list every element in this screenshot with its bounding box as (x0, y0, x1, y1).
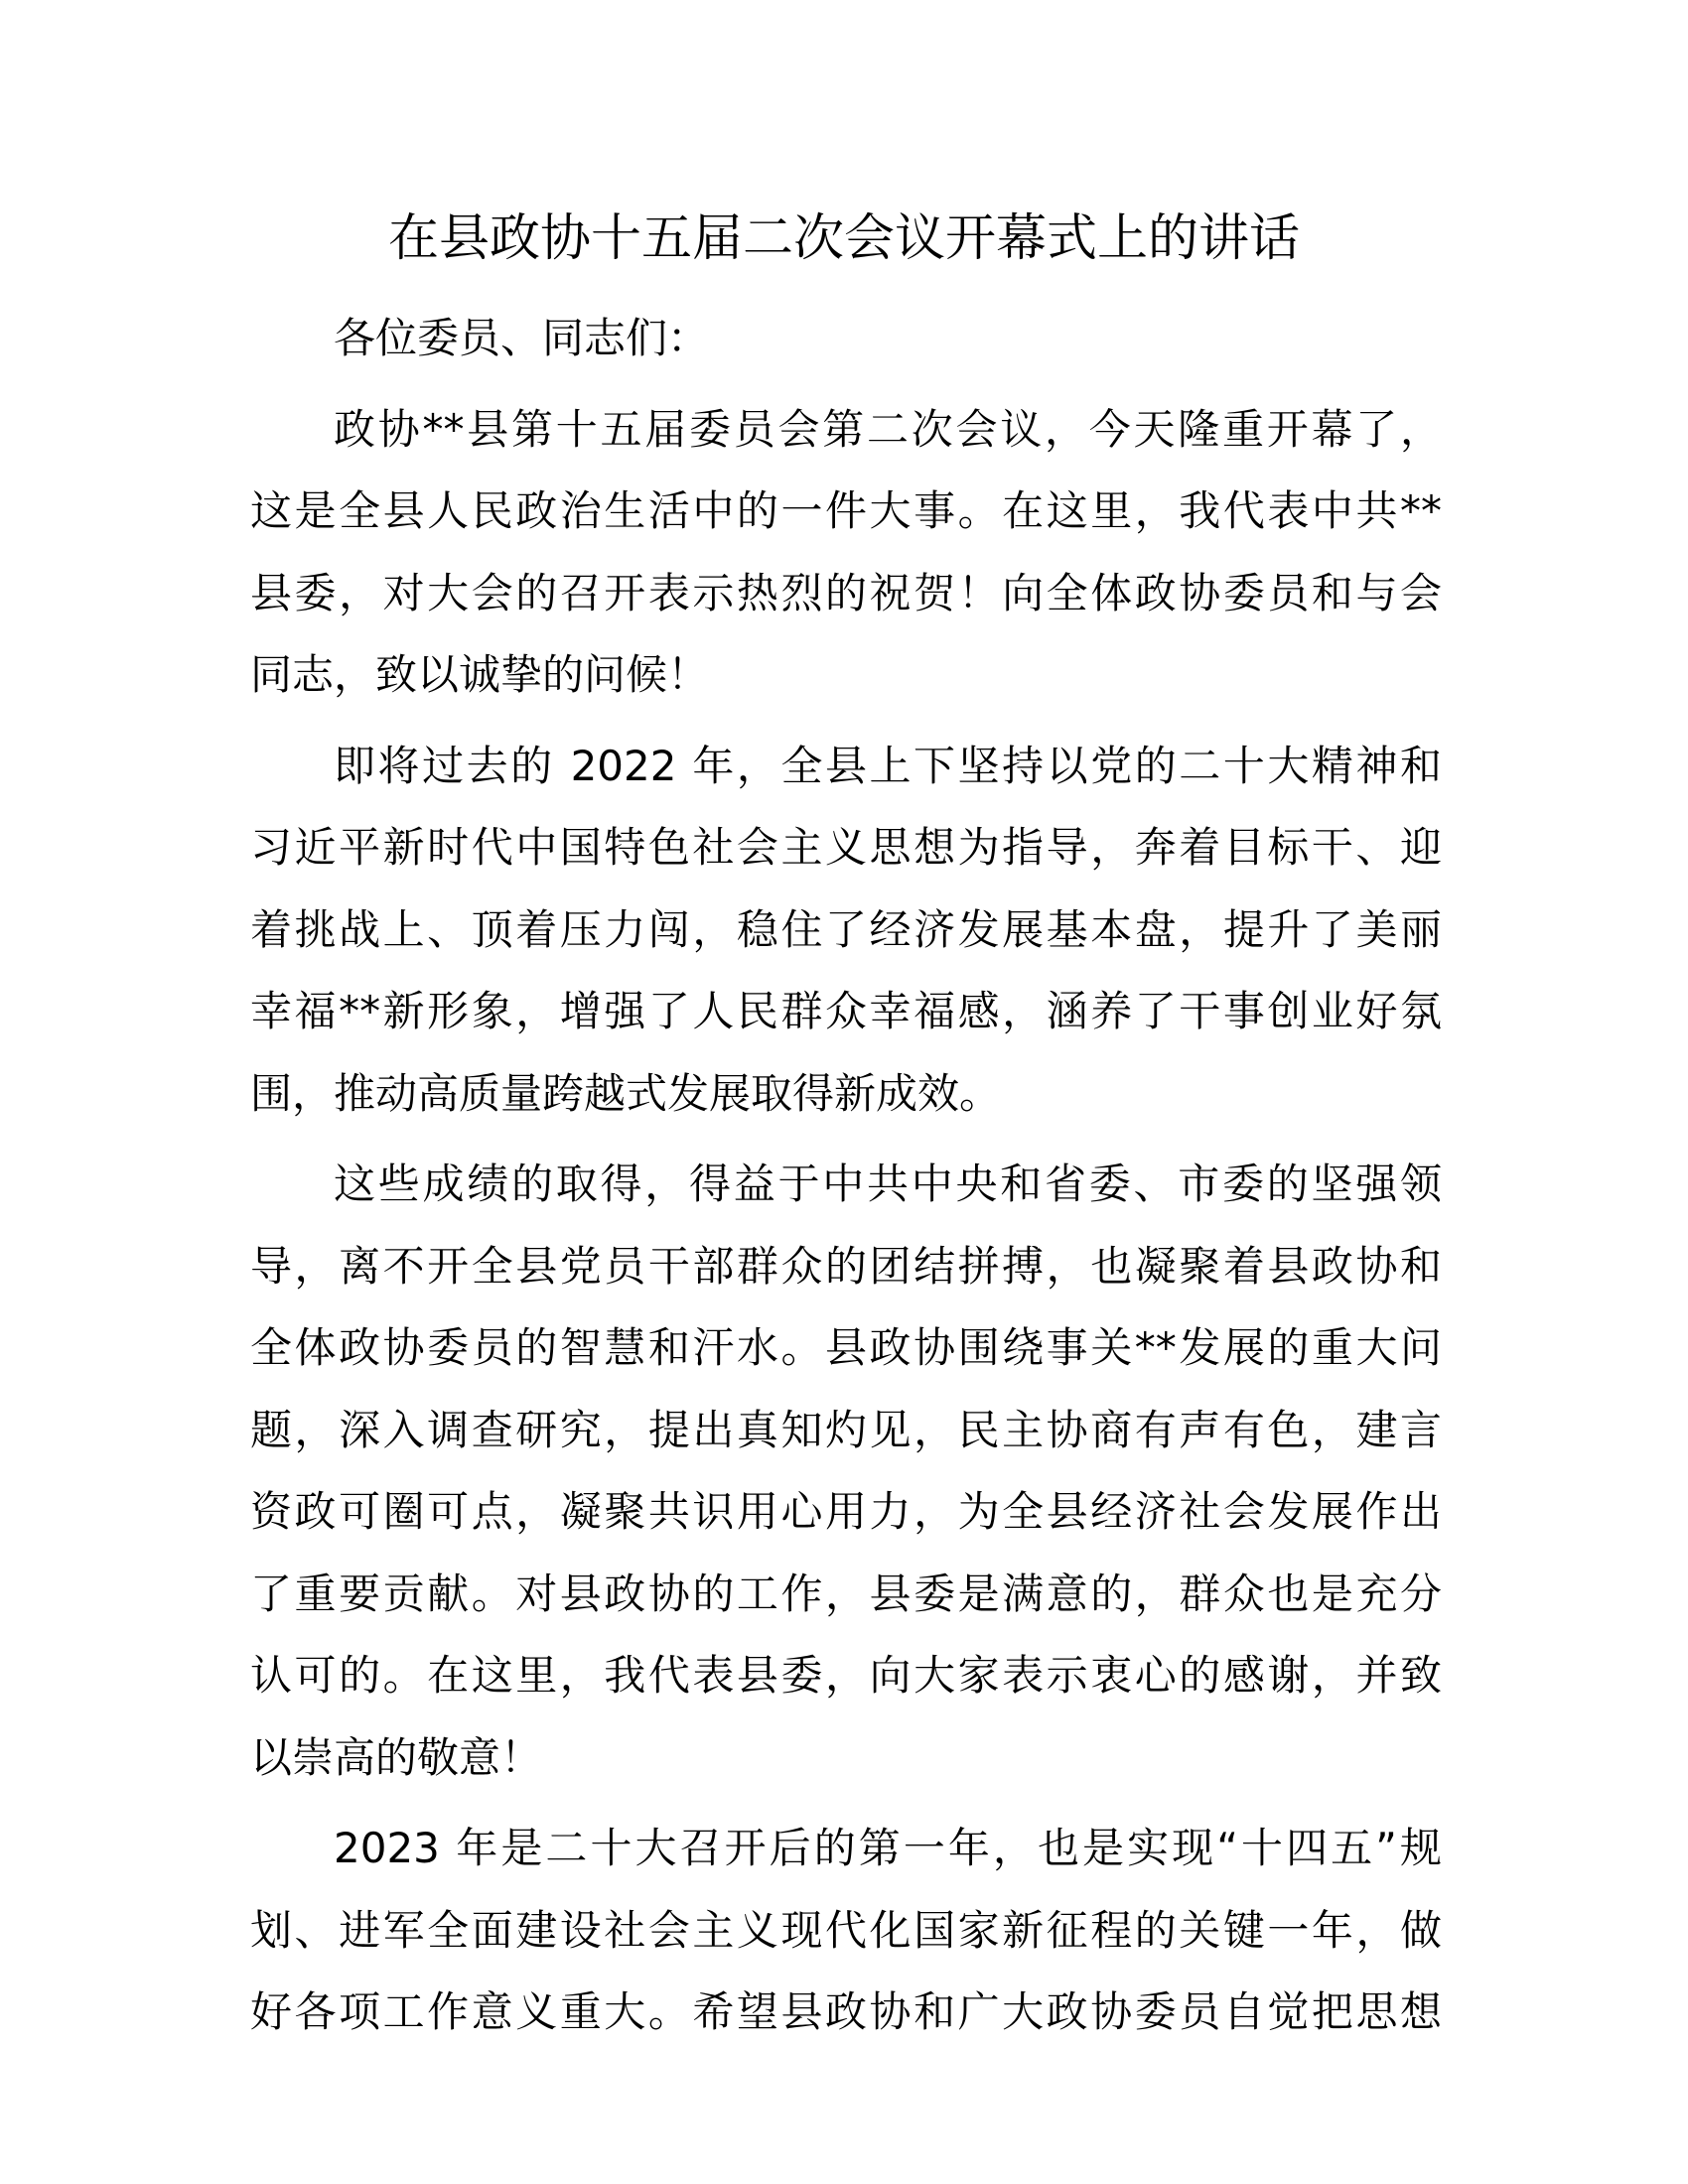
paragraph-line: 好各项工作意义重大。希望县政协和广大政协委员自觉把思想 (250, 1987, 1442, 2036)
paragraph-line: 围，推动高质量跨越式发展取得新成效。 (250, 1068, 1002, 1118)
document-title: 在县政协十五届二次会议开幕式上的讲话 (387, 209, 1300, 268)
paragraph-line: 幸福**新形象，增强了人民群众幸福感，涵养了干事创业好氛 (250, 987, 1442, 1035)
paragraph-line: 2023 年是二十大召开后的第一年，也是实现“十四五”规 (334, 1824, 1442, 1872)
document-body (250, 298, 1442, 2054)
paragraph-review (250, 726, 1442, 1136)
paragraph-line: 这是全县人民政治生活中的一件大事。在这里，我代表中共** (250, 486, 1442, 535)
salutation: 各位委员、同志们： (334, 314, 710, 362)
paragraph-line: 即将过去的 2022 年，全县上下坚持以党的二十大精神和 (334, 741, 1442, 790)
paragraph-outlook (250, 1808, 1442, 2054)
paragraph-line: 以崇高的敬意！ (250, 1732, 543, 1782)
paragraph-line: 习近平新时代中国特色社会主义思想为指导，奔着目标干、迎 (250, 823, 1442, 872)
paragraph-line: 同志，致以诚挚的问候！ (250, 650, 710, 699)
paragraph-line: 了重要贡献。对县政协的工作，县委是满意的，群众也是充分 (250, 1569, 1442, 1618)
paragraph-achievements (250, 1144, 1442, 1799)
paragraph-line: 题，深入调查研究，提出真知灼见，民主协商有声有色，建言 (250, 1405, 1442, 1454)
paragraph-line: 资政可圈可点，凝聚共识用心用力，为全县经济社会发展作出 (250, 1487, 1442, 1536)
paragraph-line: 划、进军全面建设社会主义现代化国家新征程的关键一年，做 (250, 1905, 1442, 1955)
paragraph-line: 这些成绩的取得，得益于中共中央和省委、市委的坚强领 (334, 1160, 1442, 1208)
paragraph-line: 着挑战上、顶着压力闯，稳住了经济发展基本盘，提升了美丽 (250, 904, 1442, 954)
paragraph-line: 县委，对大会的召开表示热烈的祝贺！向全体政协委员和与会 (250, 568, 1442, 617)
paragraph-line: 导，离不开全县党员干部群众的团结拼搏，也凝聚着县政协和 (250, 1241, 1442, 1291)
paragraph-line: 认可的。在这里，我代表县委，向大家表示衷心的感谢，并致 (250, 1651, 1442, 1700)
paragraph-line: 全体政协委员的智慧和汗水。县政协围绕事关**发展的重大问 (250, 1323, 1442, 1372)
paragraph-opening (250, 389, 1442, 717)
paragraph-line: 政协**县第十五届委员会第二次会议，今天隆重开幕了， (334, 404, 1442, 454)
